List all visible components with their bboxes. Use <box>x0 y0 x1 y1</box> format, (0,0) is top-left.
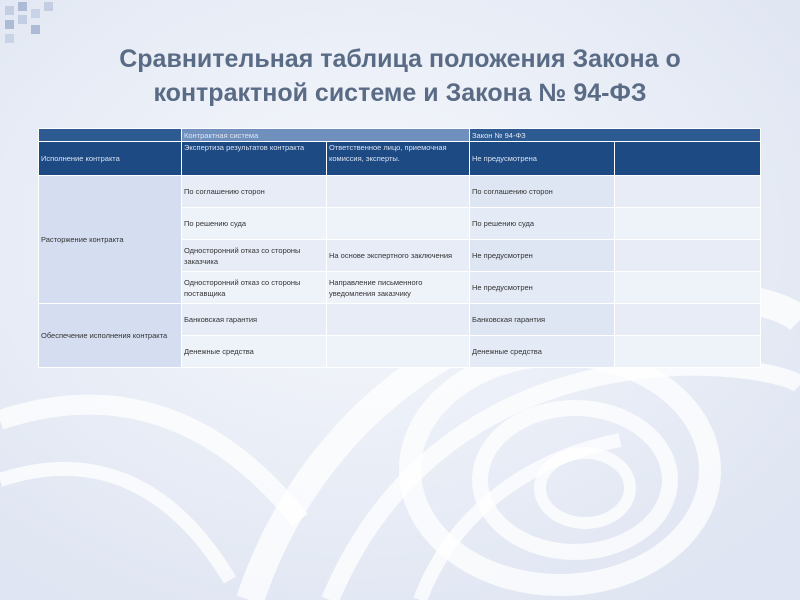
table-cell: Не предусмотрена <box>470 142 615 176</box>
table-cell: Банковская гарантия <box>470 304 615 336</box>
table-cell <box>615 272 761 304</box>
table-cell: Односторонний отказ со стороны заказчика <box>182 240 327 272</box>
table-cell <box>615 240 761 272</box>
table-row <box>39 304 761 336</box>
row-label-termination: Расторжение контракта <box>39 176 182 304</box>
table-cell: По решению суда <box>182 208 327 240</box>
table-cell: По решению суда <box>470 208 615 240</box>
title-line-1: Сравнительная таблица положения Закона о <box>119 45 681 73</box>
table-cell: Не предусмотрен <box>470 240 615 272</box>
table-cell: По соглашению сторон <box>470 176 615 208</box>
table-cell: Денежные средства <box>182 336 327 368</box>
table-cell: Денежные средства <box>470 336 615 368</box>
table-cell <box>615 336 761 368</box>
row-label-execution: Исполнение контракта <box>39 142 182 176</box>
title-line-2: контрактной системе и Закона № 94-ФЗ <box>153 79 647 107</box>
table-cell <box>327 208 470 240</box>
table-cell: По соглашению сторон <box>182 176 327 208</box>
table-cell: На основе экспертного заключения <box>327 240 470 272</box>
table-cell <box>327 304 470 336</box>
table-cell: Односторонний отказ со стороны поставщика <box>182 272 327 304</box>
table-cell <box>615 176 761 208</box>
table-row <box>39 142 761 176</box>
page-title <box>80 42 720 110</box>
table-cell: Ответственное лицо, приемочная комиссия, эксперты. <box>327 142 470 176</box>
comparison-table <box>38 128 761 368</box>
table-cell <box>615 304 761 336</box>
table-cell: Экспертиза результатов контракта <box>182 142 327 176</box>
table-cell <box>327 336 470 368</box>
table-cell: Направление письменного уведомления заказчику <box>327 272 470 304</box>
row-label-security: Обеспечение исполнения контракта <box>39 304 182 368</box>
table-cell <box>615 208 761 240</box>
table-cell <box>327 176 470 208</box>
header-blank <box>39 129 182 142</box>
header-contract-system: Контрактная система <box>182 129 470 142</box>
header-law-94fz: Закон № 94-ФЗ <box>470 129 761 142</box>
table-header-row <box>39 129 761 142</box>
corner-squares-decoration <box>0 0 60 60</box>
table-row <box>39 176 761 208</box>
table-cell: Не предусмотрен <box>470 272 615 304</box>
table-cell: Банковская гарантия <box>182 304 327 336</box>
table-cell <box>615 142 761 176</box>
